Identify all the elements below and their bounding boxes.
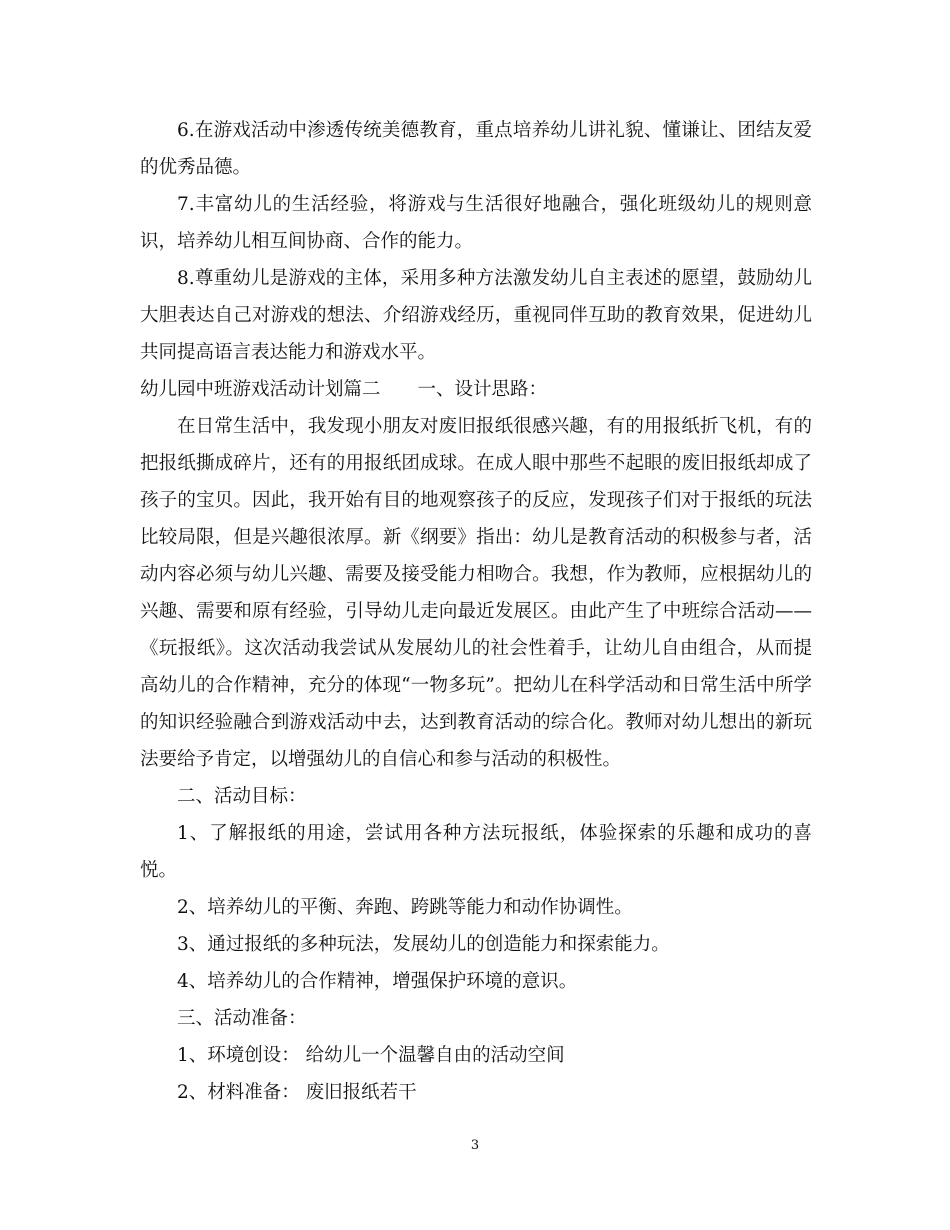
document-body [140, 112, 812, 1111]
list-item-prep-2: 2、材料准备： 废旧报纸若干 [177, 1082, 417, 1103]
heading-activity-goals: 二、活动目标： [177, 786, 307, 807]
paragraph-goal-8: 8.尊重幼儿是游戏的主体，采用多种方法激发幼儿自主表述的愿望，鼓励幼儿大胆表达自己对游戏的想法、介绍游戏经历，重视同伴互助的教育效果，促进幼儿共同提高语言表达能力和游戏水平。 [140, 268, 812, 363]
list-item-goal-3: 3、通过报纸的多种玩法，发展幼儿的创造能力和探索能力。 [177, 934, 670, 955]
list-item-goal-1: 1、了解报纸的用途，尝试用各种方法玩报纸，体验探索的乐趣和成功的喜悦。 [140, 823, 812, 881]
list-item-goal-2: 2、培养幼儿的平衡、奔跑、跨跳等能力和动作协调性。 [177, 897, 633, 918]
paragraph-goal-6: 6.在游戏活动中渗透传统美德教育，重点培养幼儿讲礼貌、懂谦让、团结友爱的优秀品德。 [140, 120, 812, 178]
list-item-prep-1: 1、环境创设： 给幼儿一个温馨自由的活动空间 [177, 1045, 565, 1066]
page-number: 3 [470, 1138, 480, 1153]
paragraph-goal-7: 7.丰富幼儿的生活经验，将游戏与生活很好地融合，强化班级幼儿的规则意识，培养幼儿相互间协商、合作的能力。 [140, 194, 812, 252]
section-heading-plan-two: 幼儿园中班游戏活动计划篇二 一、设计思路： [140, 379, 548, 400]
list-item-goal-4: 4、培养幼儿的合作精神，增强保护环境的意识。 [177, 971, 578, 992]
paragraph-design-idea: 在日常生活中，我发现小朋友对废旧报纸很感兴趣，有的用报纸折飞机，有的把报纸撕成碎片，还有的用报纸团成球。在成人眼中那些不起眼的废旧报纸却成了孩子的宝贝。因此，我开始有目的地观察孩子的反应，发现孩子们对于报纸的玩法比较局限，但是兴趣很浓厚。新《纲要》指出：幼儿是教育活动的积极参与者，活动内容必须与幼儿兴趣、需要及接受能力相吻合。我想，作为教师，应根据幼儿的兴趣、需要和原有经验，引导幼儿走向最近发展区。由此产生了中班综合活动——《玩报纸》。这次活动我尝试从发展幼儿的社会性着手，让幼儿自由组合，从而提高幼儿的合作精神，充分的体现“一物多玩”。把幼儿在科学活动和日常生活中所学的知识经验融合到游戏活动中去，达到教育活动的综合化。教师对幼儿想出的新玩法要给予肯定，以增强幼儿的自信心和参与活动的积极性。 [140, 416, 812, 770]
heading-activity-preparation: 三、活动准备： [177, 1008, 307, 1029]
